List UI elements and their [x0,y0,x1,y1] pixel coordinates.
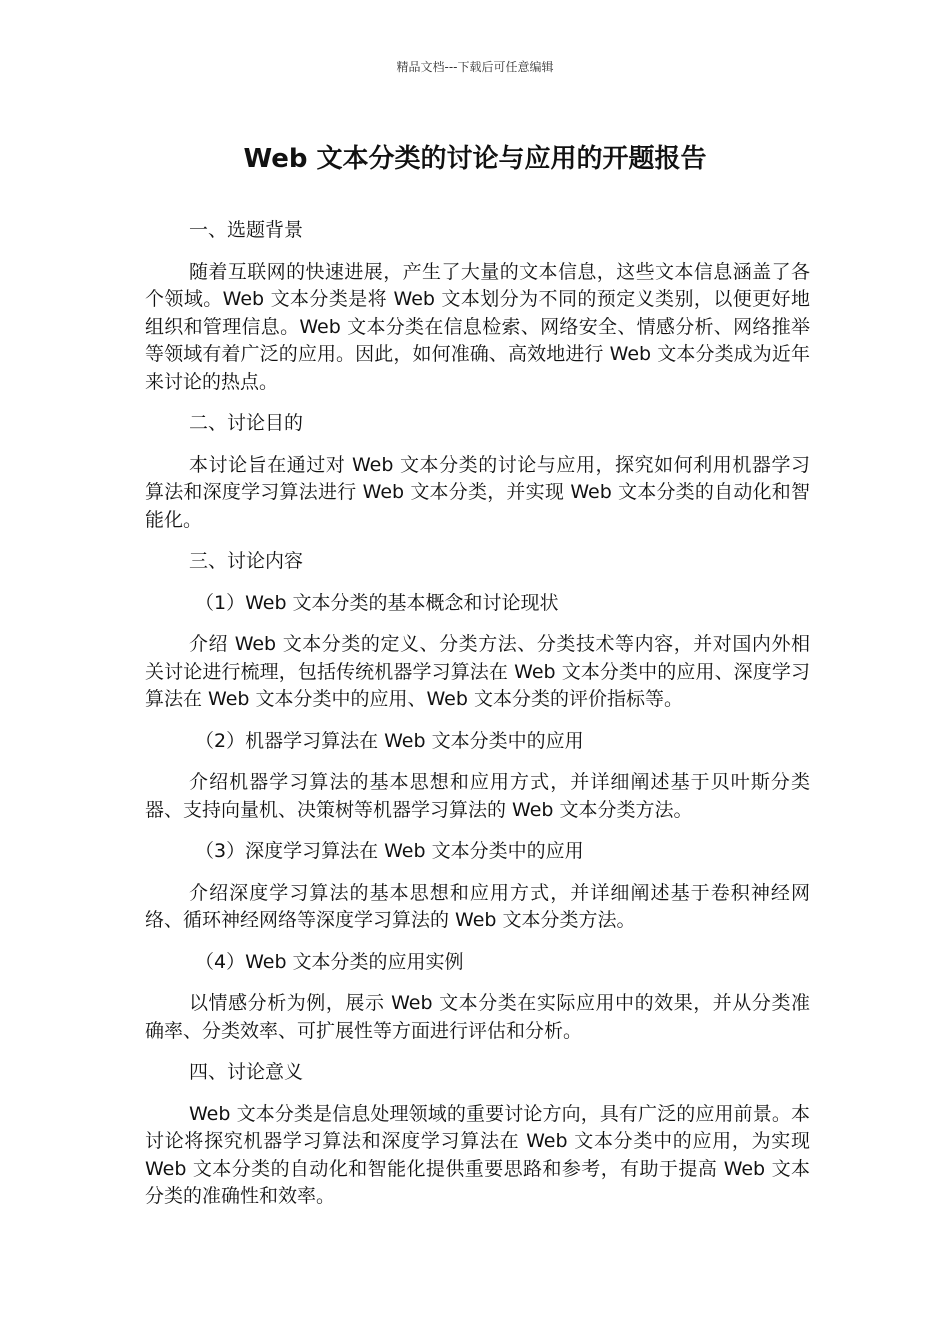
subsection-paragraph-3: 介绍深度学习算法的基本思想和应用方式，并详细阐述基于卷积神经网络、循环神经网络等深度学习算法的 Web 文本分类方法。 [145,881,810,931]
subsection-title-4: （4）Web 文本分类的应用实例 [195,950,464,973]
subsection-paragraph-1: 介绍 Web 文本分类的定义、分类方法、分类技术等内容，并对国内外相关讨论进行梳理，包括传统机器学习算法在 Web 文本分类中的应用、深度学习算法在 Web 文本分类中的应用、Web 文本分类的评价指标等。 [145,633,810,710]
subsection-title-1: （1）Web 文本分类的基本概念和讨论现状 [195,591,559,614]
section-paragraph-background: 随着互联网的快速进展，产生了大量的文本信息，这些文本信息涵盖了各个领域。Web 文本分类是将 Web 文本划分为不同的预定义类别，以便更好地组织和管理信息。Web 文本分类在信息检索、网络安全、情感分析、网络推举等领域有着广泛的应用。因此，如何准确、高效地进行 Web 文本分类成为近年来讨论的热点。 [145,260,810,393]
section-paragraph-purpose: 本讨论旨在通过对 Web 文本分类的讨论与应用，探究如何利用机器学习算法和深度学习算法进行 Web 文本分类，并实现 Web 文本分类的自动化和智能化。 [145,453,810,531]
subsection-paragraph-2: 介绍机器学习算法的基本思想和应用方式，并详细阐述基于贝叶斯分类器、支持向量机、决策树等机器学习算法的 Web 文本分类方法。 [145,771,810,821]
document-body [145,217,810,1225]
document-title: Web 文本分类的讨论与应用的开题报告 [243,144,707,174]
section-heading-background: 一、选题背景 [189,219,304,241]
section-heading-purpose: 二、讨论目的 [189,412,304,434]
section-heading-significance: 四、讨论意义 [189,1061,304,1083]
page-header-note: 精品文档---下载后可任意编辑 [396,60,554,74]
section-heading-content: 三、讨论内容 [189,550,304,572]
subsection-paragraph-4: 以情感分析为例，展示 Web 文本分类在实际应用中的效果，并从分类准确率、分类效率、可扩展性等方面进行评估和分析。 [145,992,810,1042]
subsection-title-3: （3）深度学习算法在 Web 文本分类中的应用 [195,840,584,862]
section-paragraph-significance: Web 文本分类是信息处理领域的重要讨论方向，具有广泛的应用前景。本讨论将探究机器学习算法和深度学习算法在 Web 文本分类中的应用，为实现 Web 文本分类的自动化和智能化提供重要思路和参考，有助于提高 Web 文本分类的准确性和效率。 [145,1102,810,1207]
subsection-title-2: （2）机器学习算法在 Web 文本分类中的应用 [195,729,584,752]
